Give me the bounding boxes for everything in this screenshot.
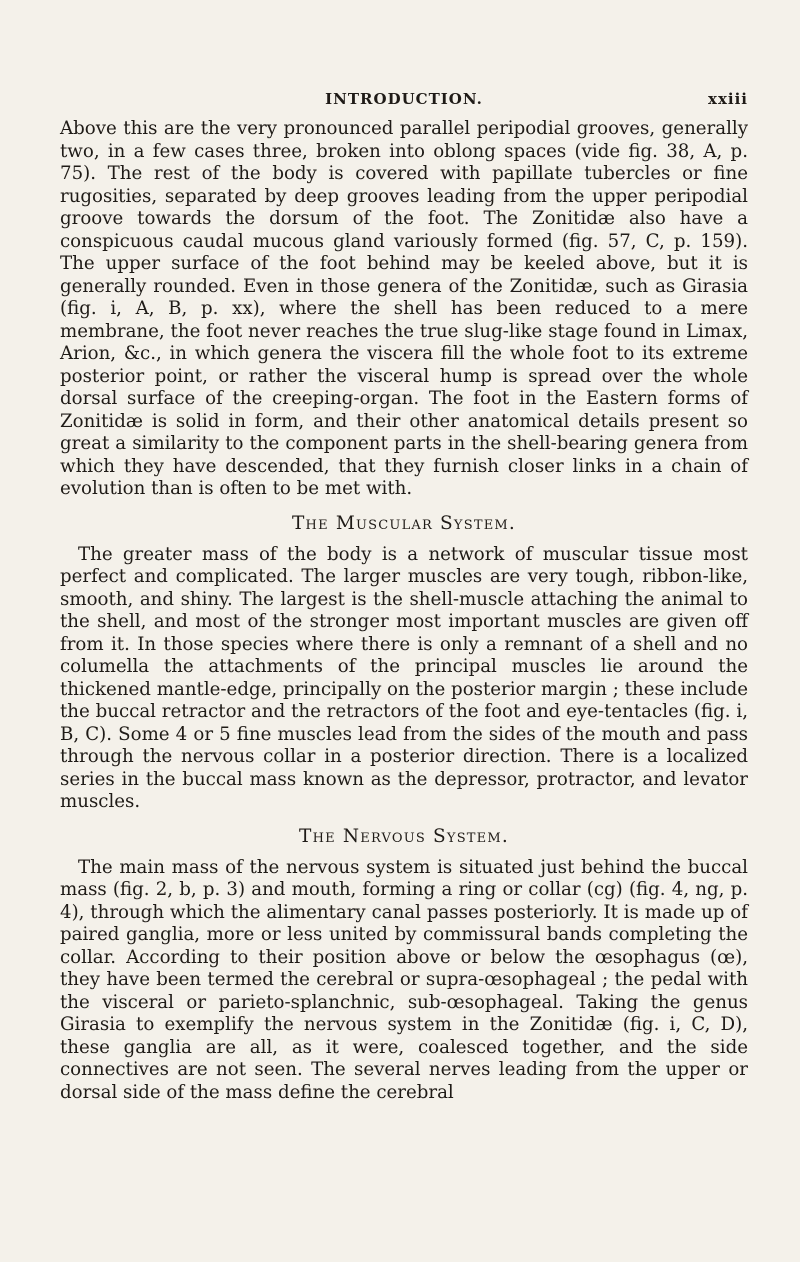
running-head (60, 82, 748, 118)
body-paragraph-muscular: The greater mass of the body is a network of muscular tissue most perfect and complicated. The larger muscles are very tough, ribbon-like, smooth, and shiny. The largest is the shell-muscle attaching the animal to the shell, and most of the stronger most important muscles are given off from it. In those species where there is only a remnant of a shell and no columella the attachments of the principal muscles lie around the thickened mantle-edge, principally on the posterior margin ; these include the buccal retractor and the retractors of the foot and eye-tentacles (fig. i, B, C). Some 4 or 5 fine muscles lead from the sides of the mouth and pass through the nervous collar in a posterior direction. There is a localized series in the buccal mass known as the depressor, protractor, and levator muscles. (60, 543, 748, 812)
section-heading-nervous: The Nervous System. (299, 825, 509, 847)
running-title: INTRODUCTION. (325, 90, 483, 108)
page-number: xxiii (708, 90, 748, 108)
body-paragraph-nervous: The main mass of the nervous system is situated just behind the buccal mass (fig. 2, b, p. 3) and mouth, forming a ring or collar (cg) (fig. 4, ng, p. 4), through which the alimentary canal passes posteriorly. It is made up of paired ganglia, more or less united by commissural bands completing the collar. According to their position above or below the œsophagus (œ), they have been termed the cerebral or supra-œsophageal ; the pedal with the visceral or parieto-splanchnic, sub-œsophageal. Taking the genus Girasia to exemplify the nervous system in the Zonitidæ (fig. i, C, D), these ganglia are all, as it were, coalesced together, and the side connectives are not seen. The several nerves leading from the upper or dorsal side of the mass define the cerebral (60, 856, 748, 1103)
section-heading-muscular: The Muscular System. (292, 512, 516, 534)
body-paragraph-1: Above this are the very pronounced parallel peripodial grooves, generally two, in a few cases three, broken into oblong spaces (vide fig. 38, A, p. 75). The rest of the body is covered with papillate tubercles or fine rugosities, separated by deep grooves leading from the upper peripodial groove towards the dorsum of the foot. The Zonitidæ also have a conspicuous caudal mucous gland variously formed (fig. 57, C, p. 159). The upper surface of the foot behind may be keeled above, but it is generally rounded. Even in those genera of the Zonitidæ, such as Girasia (fig. i, A, B, p. xx), where the shell has been reduced to a mere membrane, the foot never reaches the true slug-like stage found in Limax, Arion, &c., in which genera the viscera fill the whole foot to its extreme posterior point, or rather the visceral hump is spread over the whole dorsal surface of the creeping-organ. The foot in the Eastern forms of Zonitidæ is solid in form, and their other anatomical details present so great a similarity to the component parts in the shell-bearing genera from which they have descended, that they furnish closer links in a chain of evolution than is often to be met with. (60, 118, 748, 499)
